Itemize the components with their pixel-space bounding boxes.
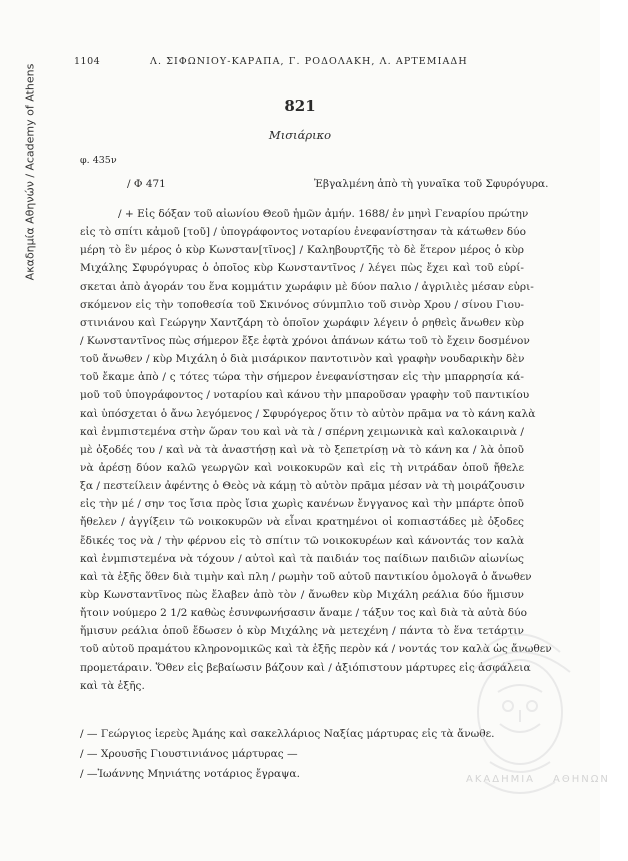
body-line: μοῦ τοῦ ὑπογράφοντος / νοταρίου καὶ κάνου τὴν μπαροῦσαν γραφὴν τοῦ παντικίου (80, 389, 530, 402)
running-head: Λ. ΣΙΦΩΝΙΟΥ-ΚΑΡΑΠΑ, Γ. ΡΟΔΟΛΑΚΗ, Λ. ΑΡΤΕΜΙΑΔΗ (150, 56, 468, 67)
body-line: ἤτοιν νούμερο 2 1/2 καθὼς ἐσυνφωνήσασιν ἄναμε / τάξυν τος καὶ διὰ τὰ αὐτὰ δύο (80, 607, 527, 620)
body-line: ἔδικές τος νὰ / τὴν φέρνου εἰς τὸ σπίτιν τῶ νοικοκυρέων καὶ κάνοντάς τον καλὰ (80, 534, 524, 547)
body-line: / + Εἰς δόξαν τοῦ αἰωνίου Θεοῦ ἡμῶν ἀμήν. 1688/ ἐν μηνὶ Γεναρίου πρώτην (118, 208, 529, 220)
body-line: καὶ ὑπόσχεται ὁ ἄνω λεγόμενος / Σφυρόγερος ὅτιν τὸ αὐτὸν πρᾶμα να τὸ κάνη καλὰ (80, 407, 536, 420)
body-line: Μιχάλης Σφυρόγυρας ὁ ὁποῖος κὺρ Κωνσταντῖνος / λέγει πὼς ἔχει καὶ τοῦ εὑρί- (80, 262, 524, 275)
signature-line: / — Χρουσῆς Γιουστινιάνος μάρτυρας — (80, 748, 298, 760)
heading-note: Ἐβγαλμένη ἀπὸ τὴ γυναῖκα τοῦ Σφυρόγυρα. (314, 178, 549, 190)
body-line: τοῦ ἄνωθεν / κὺρ Μιχάλη ὁ διὰ μισάρικον παντοτινὸν καὶ γραφὴν νουδαρικὴν δὲν (80, 353, 525, 366)
body-line: προμετάραιν. Ὅθεν εἰς βεβαίωσιν βάζουν καὶ / ἀξιόπιστουν μάρτυρες εἰς ἀσφάλεια (80, 661, 531, 674)
body-line: ἤθελεν / ἀγγίξειν τῶ νοικοκυρῶν νὰ εἶναι κρατημένοι οἱ κοπιαστάδες μὲ ὀξοδες (80, 516, 524, 529)
body-line: τοῦ ἔκαμε ἀπὸ / ς τότες τώρα τὴν σήμερον ἐνεφανίστησαν εἰς τὴν μπαρρησία κά- (80, 371, 524, 384)
signature-line: / — Γεώργιος ἱερεὺς Ἀμάης καὶ σακελλάριος Ναξίας μάρτυρας εἰς τὰ ἄνωθε. (80, 728, 495, 740)
body-line: εἰς τὸ σπίτι κἀμοῦ [τοῦ] / ὑπογράφοντος νοταρίου ἐνεφανίστησαν τὰ κάτωθεν δύο (80, 226, 526, 239)
body-line: μέρη τὸ ἓν μέρος ὁ κὺρ Κωνσταν[τῖνος] / Καληβουρτζῆς τὸ δὲ ἕτερον μέρος ὁ κὺρ (80, 244, 524, 257)
body-line: σκεται ἀπὸ ἀγοράν του ἕνα κομμάτιν χωράφιν μὲ δύον παλιο / ἀγριλιὲς μέσαν εὑρι- (80, 280, 534, 293)
body-line: νὰ ἀρέσῃ δύον καλῶ γεωργῶν καὶ νοικοκυρῶν καὶ εἰς τὴ νιτράδαν ὁποῦ ἤθελε (80, 461, 524, 474)
body-line: καὶ ἐνμπιστεμένα στὴν ὥραν του καὶ νὰ τὰ / σπέρνη χειμωνικὰ καὶ καλοκαιρινὰ / (80, 425, 524, 438)
page-number: 1104 (74, 56, 101, 67)
side-archive-label: Ακαδημία Αθηνών / Academy of Athens (23, 63, 37, 281)
body-line: στινιάνου καὶ Γεώργην Χαντζάρη τὸ ὁποῖον χωράφιν λέγειν ὁ ρηθεὶς ἄνωθεν κὺρ (80, 316, 524, 329)
body-line: ξα / πεστείλειν ἀφέντης ὁ Θεὸς νὰ κάμῃ τὸ αὐτὸν πρᾶμα μέσαν νὰ τὴ μοιράζουσιν (80, 480, 525, 493)
folio-reference: φ. 435ν (80, 155, 117, 166)
body-line: μὲ ὀξοδές του / καὶ νὰ τὰ ἀναστήσῃ καὶ νὰ τὸ ξεπετρίσῃ νὰ τὸ κάνη κα / λὰ ὁποῦ (80, 443, 524, 456)
body-line: σκόμενον εἰς τὴν τοποθεσία τοῦ Σκινόνος σύνμπλιο τοῦ σινὸρ Χρου / σίνου Γιου- (80, 298, 524, 311)
body-line: κὺρ Κωνσταντῖνος πὼς ἔλαβεν ἀπὸ τὸν / ἄνωθεν κὺρ Μιχάλη ρεάλια δύο ἥμισυν (80, 588, 524, 601)
body-line: ἥμισυν ρεάλια ὁποῦ ἔδωσεν ὁ κὺρ Μιχάλης νὰ μετεχένη / πάντα τὸ ἕνα τετάρτιν (80, 625, 524, 638)
body-line: τοῦ αὐτοῦ πραμάτου κληρονομικῶς καὶ τὰ ἑξῆς περὸν κά / νοντάς τον καλὰ ὡς ἄνωθεν (80, 643, 552, 656)
body-line: καὶ τὰ ἑξῆς. (80, 679, 145, 692)
manuscript-reference: / Φ 471 (127, 178, 166, 190)
document-number: 821 (284, 97, 316, 115)
document-title: Μισιάρικο (268, 128, 332, 142)
body-line: εἰς τὴν μέ / σην τος ἴσια πρὸς ἴσια χωρὶς κανένων ἔνγγανος καὶ τὴν μπάρτε ὁποῦ (80, 498, 524, 511)
body-line: καὶ ἐνμπιστεμένα νὰ τόχουν / αὐτοὶ καὶ τὰ παιδιάν τος παίδιων παιδιῶν αἰωνίως (80, 552, 524, 565)
body-line: / Κωνσταντῖνος πὼς σήμερον ἔξε ἑφτὰ χρόνοι ἀπάνων κάτω τοῦ τὸ ἔχειν δοσμένον (80, 334, 530, 347)
signature-line: / —Ἰωάννης Μηνιάτης νοτάριος ἔγραψα. (80, 768, 300, 780)
body-line: καὶ τὰ ἑξῆς ὅθεν διὰ τιμὴν καὶ πλη / ρωμὴν τοῦ αὐτοῦ παντικίου ὁμολογᾶ ὁ ἄνωθεν (80, 570, 532, 583)
academy-watermark-text: ΑΚΑΔΗΜΙΑ ΑΘΗΝΩΝ (466, 774, 610, 785)
